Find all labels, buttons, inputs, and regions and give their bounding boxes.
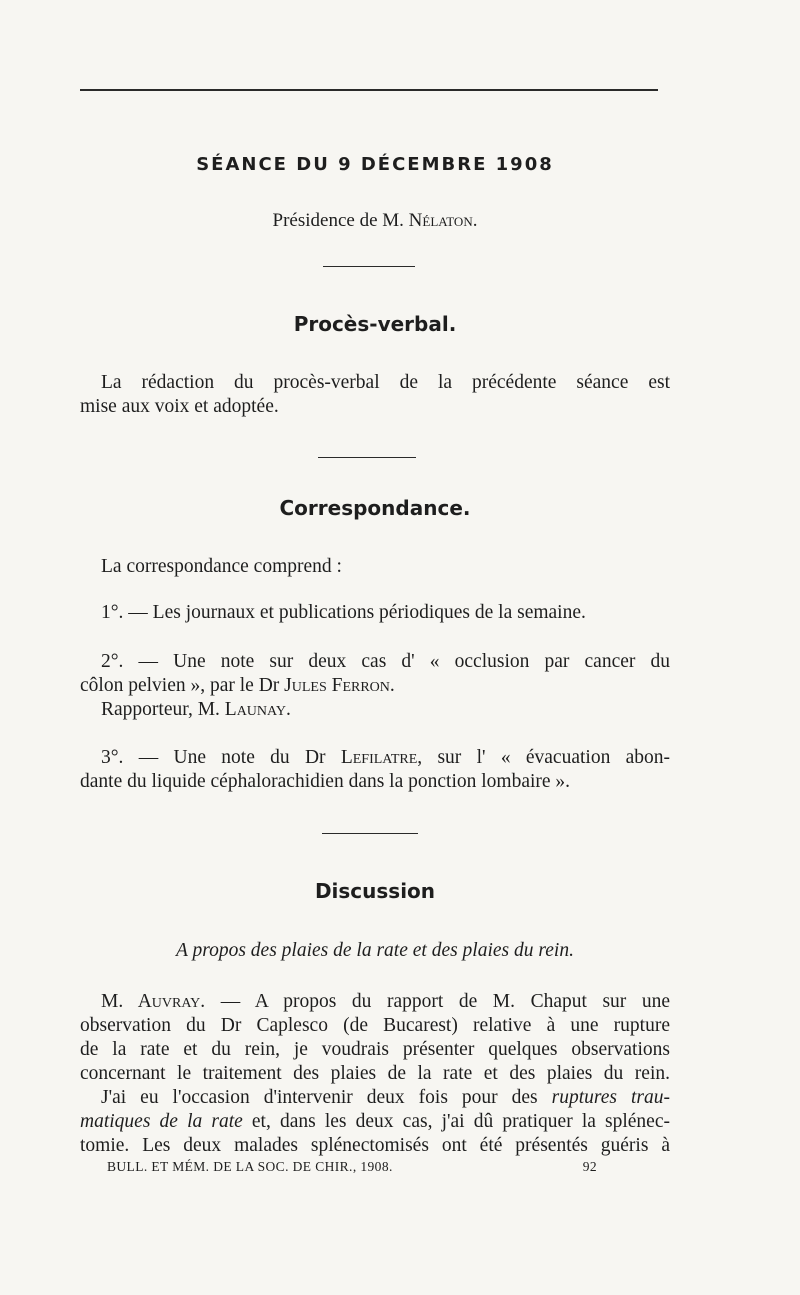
discussion-paragraph-2	[80, 1086, 670, 1158]
para-1-first-text: — A propos du rapport de M. Chaput sur une	[220, 991, 671, 1012]
top-rule	[80, 89, 658, 91]
correspondance-item-2	[80, 650, 670, 722]
correspondance-intro: La correspondance comprend :	[101, 556, 342, 577]
page-footer	[107, 1159, 597, 1175]
para-1-line-4: concernant le traitement des plaies de la rate et des plaies du rein.	[80, 1063, 670, 1084]
proces-verbal-line-2: mise aux voix et adoptée.	[80, 396, 279, 417]
para-2-line-1	[80, 1086, 670, 1110]
item-3-rest: sur l' « évacuation abon-	[437, 747, 671, 768]
divider-3	[322, 833, 418, 834]
para-1-line-1	[80, 990, 670, 1014]
item-2-author: Jules Ferron.	[284, 675, 395, 696]
discussion-subtitle: A propos des plaies de la rate et des plaies du rein.	[176, 940, 574, 961]
presidence-prefix: Présidence de M.	[272, 210, 404, 231]
para-2-line-2	[80, 1110, 670, 1134]
speaker-name: M. Auvray.	[101, 991, 206, 1012]
proces-verbal-line-1: La rédaction du procès-verbal de la précédente séance est	[101, 372, 670, 393]
page-number: 92	[582, 1159, 597, 1174]
item-3-author: Lefilatre,	[340, 747, 423, 768]
proces-verbal-paragraph	[80, 371, 670, 419]
para-2-line-3: tomie. Les deux malades splénectomisés ont été présentés guéris à	[80, 1135, 670, 1156]
session-heading: SÉANCE DU 9 DÉCEMBRE 1908	[196, 154, 554, 175]
divider-1	[323, 266, 415, 267]
item-2-line-2-text: côlon pelvien », par le Dr	[80, 675, 280, 696]
para-2-line-2-plain: et, dans les deux cas, j'ai dû pratiquer la splénec-	[251, 1111, 670, 1132]
item-2-rapporteur-prefix: Rapporteur, M.	[101, 699, 220, 720]
discussion-paragraph-1	[80, 990, 670, 1086]
item-2-line-1: 2°. — Une note sur deux cas d' « occlusion par cancer du	[101, 651, 670, 672]
para-1-line-2: observation du Dr Caplesco (de Bucarest) relative à une rupture	[80, 1015, 670, 1036]
item-3-line-2: dante du liquide céphalorachidien dans la ponction lombaire ».	[80, 771, 571, 792]
correspondance-heading: Correspondance.	[279, 496, 471, 520]
president-name: Nélaton.	[408, 210, 478, 231]
item-2-rapporteur-name: Launay.	[224, 699, 291, 720]
item-3-prefix: 3°. — Une note du Dr	[101, 747, 326, 768]
presidence-line	[80, 210, 670, 232]
para-1-line-3: de la rate et du rein, je voudrais présenter quelques observations	[80, 1039, 670, 1060]
para-2-line-1-plain: J'ai eu l'occasion d'intervenir deux fois pour des	[101, 1087, 538, 1108]
item-2-rapporteur-line	[80, 698, 670, 722]
discussion-heading: Discussion	[314, 879, 436, 903]
divider-2	[318, 457, 416, 458]
correspondance-item-1: 1°. — Les journaux et publications périodiques de la semaine.	[101, 602, 586, 623]
correspondance-item-3	[80, 746, 670, 794]
item-3-line-1	[80, 746, 670, 770]
proces-verbal-heading: Procès-verbal.	[293, 312, 457, 336]
item-2-line-2	[80, 674, 670, 698]
footer-journal: BULL. ET MÉM. DE LA SOC. DE CHIR., 1908.	[107, 1159, 393, 1174]
para-2-line-2-italic: matiques de la rate	[80, 1111, 243, 1132]
para-2-line-1-italic: ruptures trau-	[551, 1087, 670, 1108]
